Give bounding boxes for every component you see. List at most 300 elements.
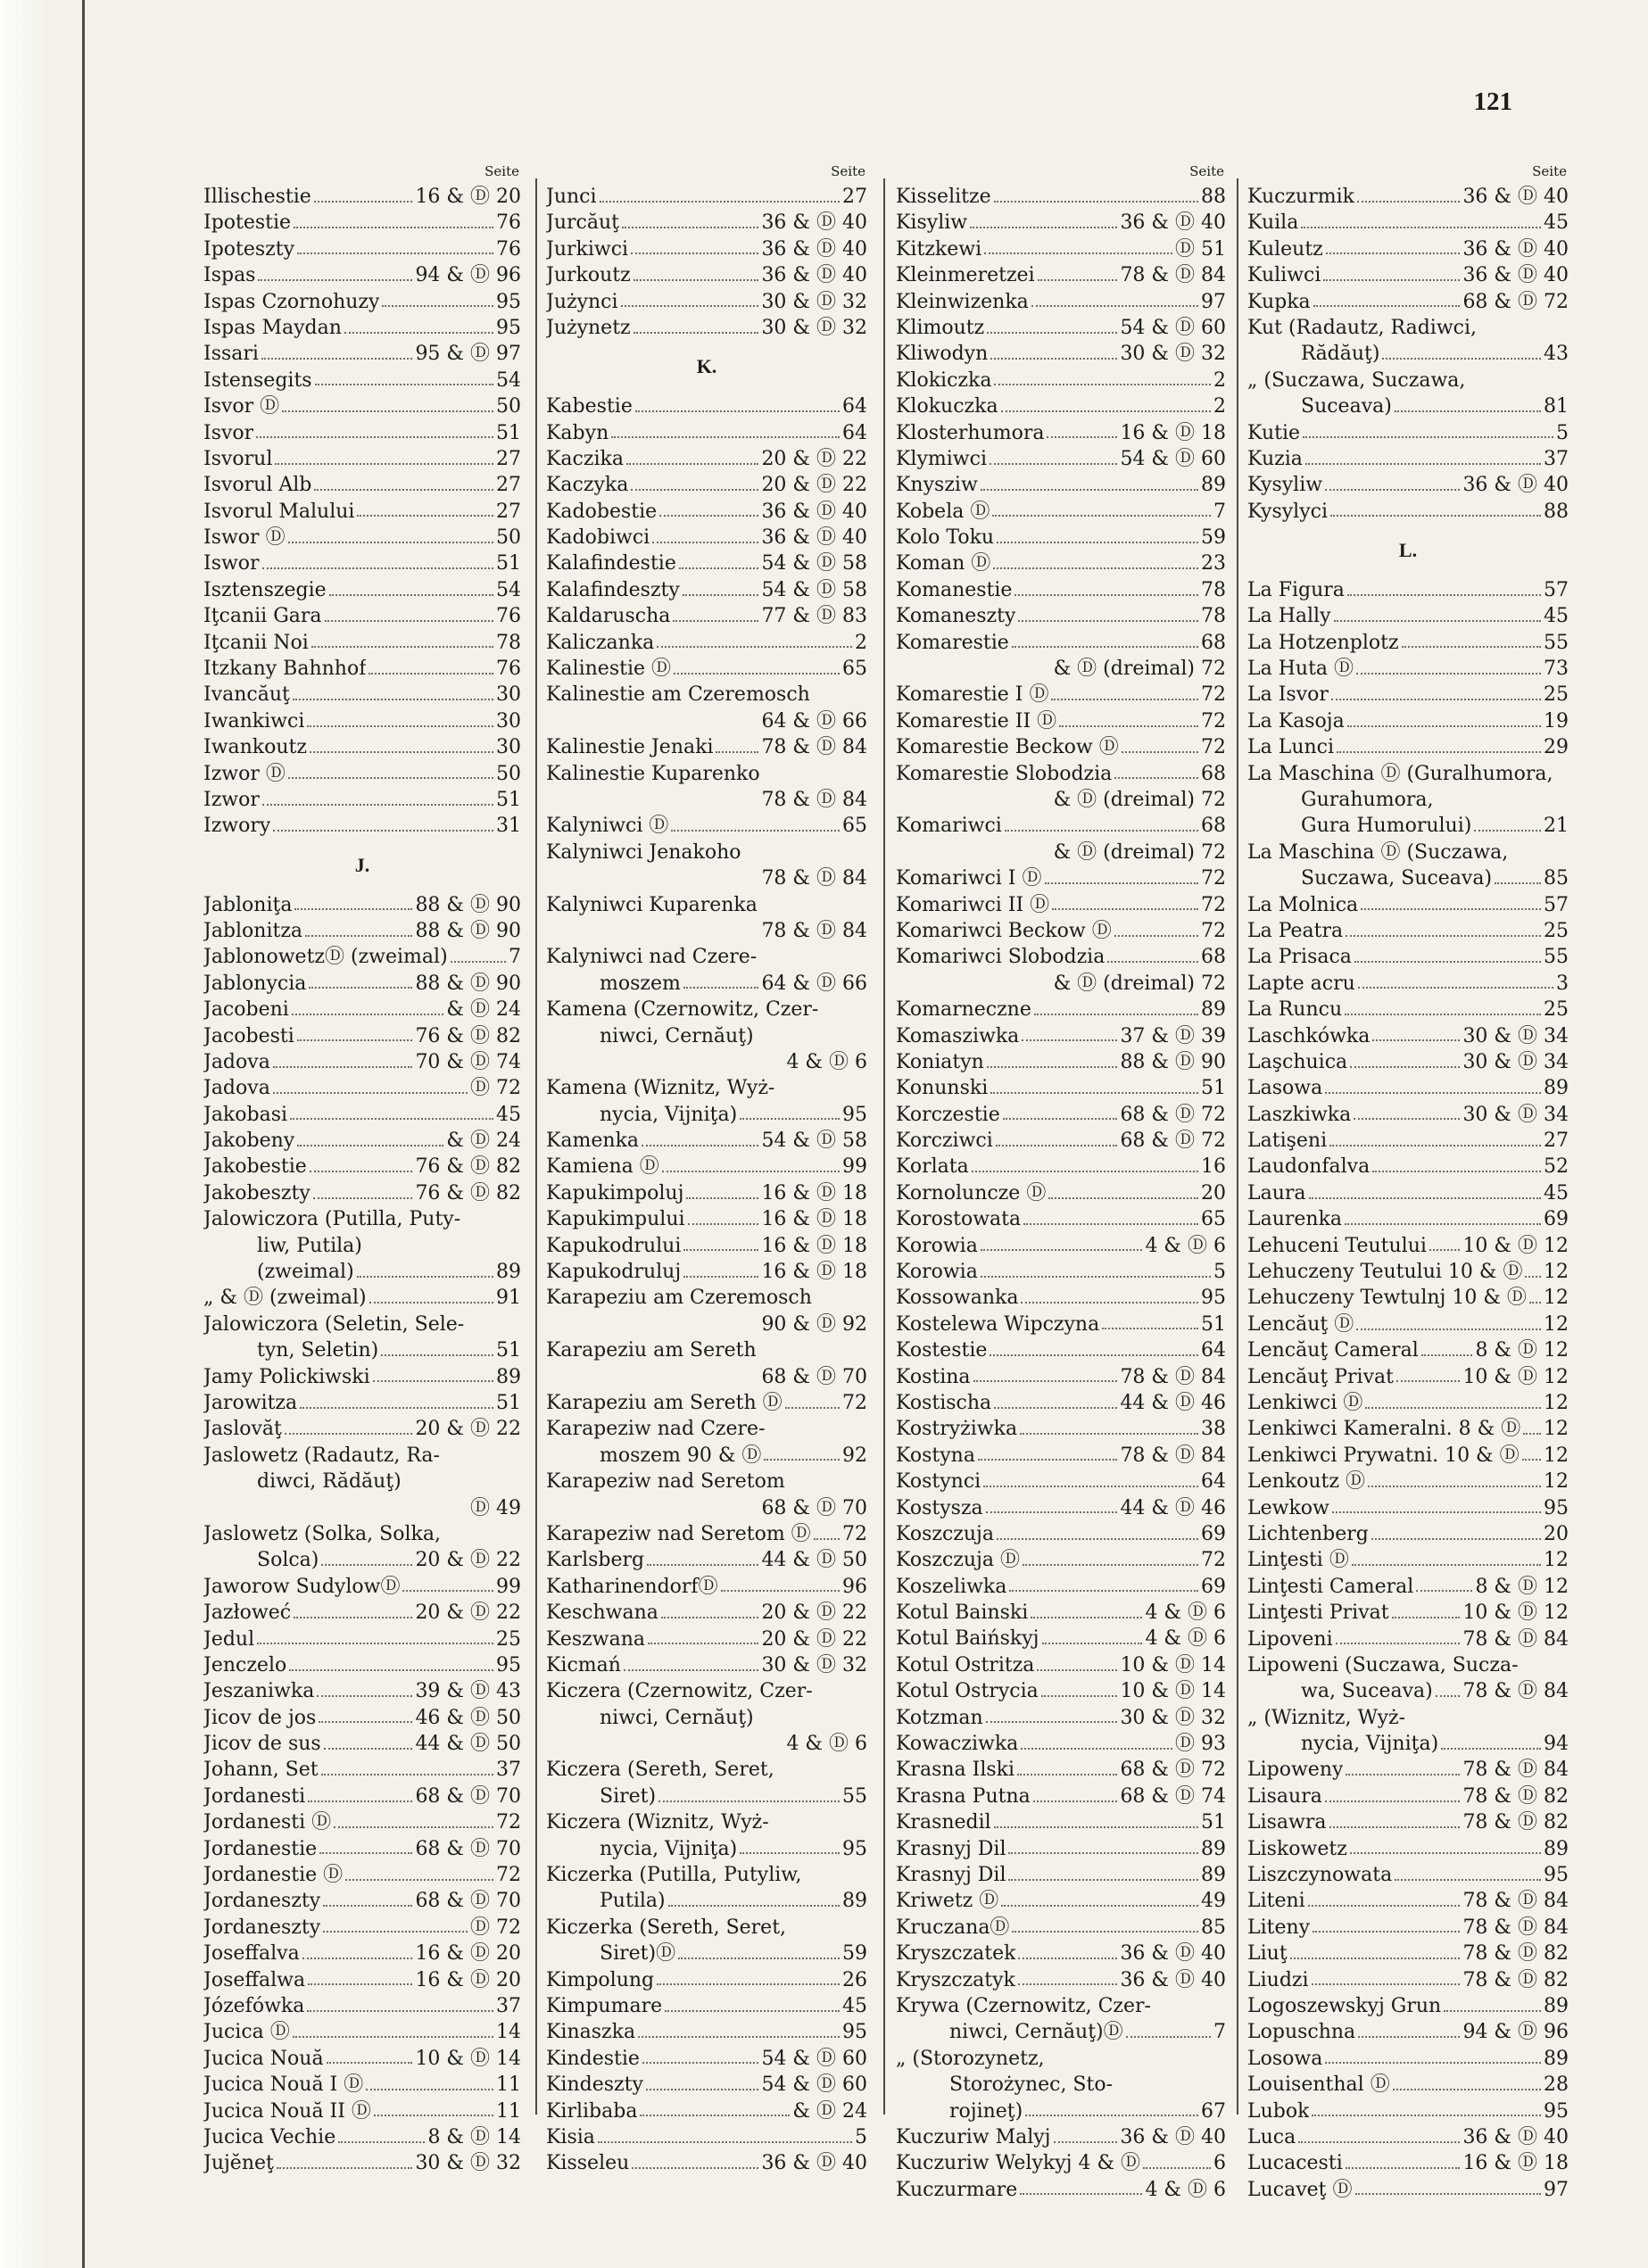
entry-name: Luca [1247,2125,1296,2148]
index-entry [1247,1574,1569,1600]
index-entry [203,1888,521,1914]
index-entry [896,393,1226,419]
index-entry [546,944,867,970]
entry-name: Krasnyj Dil [896,1837,1006,1860]
dot-leader [994,1407,1117,1409]
entry-name: Kimpumare [546,1994,663,2017]
entry-name: Liuţ [1247,1942,1288,1966]
entry-page-ref: 51 [496,788,521,811]
dot-leader [665,2010,840,2012]
entry-page-ref: 45 [1544,211,1569,235]
entry-name: Kabestie [546,395,633,418]
entry-page-ref: 96 [842,1575,867,1598]
entry-page-ref: 95 [1201,1287,1226,1310]
dot-leader [262,804,493,806]
dot-leader [624,1669,758,1671]
entry-name: Jurkiwci [546,237,629,261]
dot-leader [314,489,493,491]
index-entry [1247,1757,1569,1783]
entry-page-ref: 68 [1201,815,1226,838]
dot-leader [626,463,758,465]
dot-leader [994,1826,1198,1828]
index-entry [896,734,1226,760]
entry-page-ref: 89 [1544,1837,1569,1860]
entry-page-ref: 7 [1213,2021,1226,2044]
entry-page-ref: 68 & Ⓓ 72 [1462,290,1569,313]
entry-name: Korcziwci [896,1130,993,1153]
index-entry [1247,892,1569,918]
index-entry [896,865,1226,891]
entry-page-ref: 10 & Ⓓ 12 [1462,1234,1569,1257]
entry-page-ref: 91 [496,1287,521,1310]
index-entry [1247,1128,1569,1154]
entry-name: Liteni [1247,1890,1305,1913]
entry-page-ref: 12 [1544,1418,1569,1441]
entry-page-ref: 43 [1544,343,1569,366]
dot-leader [1126,2036,1211,2038]
index-entry [546,2046,867,2072]
entry-name: Kapukodruluj [546,1261,682,1284]
entry-page-ref: 59 [842,1942,867,1966]
index-entry [203,630,521,656]
dot-leader [683,1249,758,1251]
index-entry [896,682,1226,708]
entry-name: Jacobeni [203,998,289,1022]
entry-page-ref: & Ⓓ (dreimal) 72 [1053,658,1226,681]
entry-name: niwci, Cernăuţ) [600,1024,754,1047]
index-entry [896,1075,1226,1101]
entry-page-ref: 27 [1544,1130,1569,1153]
index-entry [1247,577,1569,603]
entry-page-ref: 16 & Ⓓ 18 [1462,2152,1569,2175]
entry-page-ref: 30 & Ⓓ 32 [1120,1706,1226,1729]
index-entry [1247,1154,1569,1180]
entry-page-ref: 50 [496,526,521,550]
index-entry [546,971,867,997]
index-entry [203,499,521,525]
index-entry [896,236,1226,262]
dot-leader [1331,699,1541,700]
entry-page-ref: 95 [496,290,521,313]
page-number: 121 [1473,87,1512,116]
dot-leader [1008,1852,1198,1854]
dot-leader [1325,2062,1541,2064]
index-entry [203,787,521,813]
index-entry [546,708,867,734]
entry-page-ref: 88 & Ⓓ 90 [415,972,521,995]
entry-page-ref: 69 [1201,1575,1226,1598]
index-entry [546,2098,867,2124]
dot-leader [297,1145,443,1146]
entry-name: Krywa (Czernowitz, Czer- [896,1994,1151,2017]
entry-page-ref: 25 [1544,919,1569,942]
dot-leader [1042,1643,1143,1644]
entry-page-ref: 50 [496,395,521,418]
entry-name: Jalowiczora (Seletin, Sele- [203,1312,465,1336]
entry-name: Komarestie Beckow Ⓓ [896,736,1119,759]
entry-page-ref: 16 [1201,1155,1226,1179]
dot-leader [307,725,493,727]
entry-name: La Hotzenplotz [1247,631,1399,654]
entry-name: Putila) [600,1890,666,1913]
dot-leader [1325,1800,1461,1802]
index-entry [896,1521,1226,1547]
index-entry [203,1180,521,1206]
dot-leader [308,1983,412,1985]
dot-leader [1345,1223,1541,1225]
dot-leader [1326,252,1461,254]
index-entry [896,368,1226,393]
index-entry [203,2019,521,2045]
entry-name: Jenczelo [203,1653,287,1676]
entry-page-ref: 51 [496,421,521,444]
dot-leader [294,227,493,228]
index-entry [546,184,867,210]
index-entry [546,1312,867,1337]
entry-name: rojineţ) [949,2099,1023,2123]
index-entry [546,997,867,1022]
index-column-4 [1247,159,1569,2203]
index-entry [1247,1180,1569,1206]
dot-leader [1298,2141,1460,2143]
index-entry [546,1337,867,1363]
index-entry [896,1600,1226,1626]
index-entry [896,1784,1226,1809]
entry-page-ref: 51 [496,552,521,575]
dot-leader [972,1171,1198,1172]
dot-leader [451,961,506,963]
entry-name: Koniatyn [896,1050,984,1073]
index-entry [1247,446,1569,472]
entry-name: Jużynetz [546,316,631,339]
column-divider [883,178,885,2115]
index-column-1 [203,159,521,2177]
dot-leader [273,1066,413,1068]
entry-name: nycia, Vijniţa) [600,1103,738,1126]
entry-name: Kadobiwci [546,526,650,550]
index-entry [546,1180,867,1206]
entry-name: nycia, Vijniţa) [1301,1733,1439,1756]
dot-leader [1290,1958,1461,1959]
entry-name: Kliwodyn [896,343,989,366]
entry-page-ref: 68 [1201,946,1226,969]
dot-leader [1354,961,1541,963]
dot-leader [1354,1118,1460,1120]
entry-name: Kaczika [546,447,624,470]
dot-leader [1337,751,1541,753]
index-entry [203,1337,521,1363]
dot-leader [997,1538,1198,1540]
index-entry [203,262,521,288]
index-entry [546,1915,867,1941]
index-entry [203,1049,521,1075]
entry-page-ref: 72 [1201,736,1226,759]
entry-page-ref: 36 & Ⓓ 40 [1462,264,1569,287]
entry-name: Kiczera (Wiznitz, Wyż- [546,1811,769,1834]
entry-name: Komariwci Beckow Ⓓ [896,919,1112,942]
entry-name: Kuila [1247,211,1299,235]
dot-leader [373,1380,493,1382]
entry-name: Kamena (Czernowitz, Czer- [546,998,819,1022]
entry-page-ref: 76 & Ⓓ 82 [415,1024,521,1047]
entry-page-ref: 78 & Ⓓ 84 [1120,1444,1226,1467]
index-entry [1247,236,1569,262]
entry-name: Isvorul Alb [203,474,312,497]
entry-name: Lopuschna [1247,2021,1356,2044]
entry-name: Liteny [1247,1916,1311,1939]
index-entry [203,1784,521,1809]
index-entry [546,1233,867,1259]
entry-name: Lisawra [1247,1811,1327,1834]
index-entry [896,2046,1226,2072]
entry-page-ref: 14 [496,2021,521,2044]
dot-leader [402,1590,493,1592]
dot-leader [1444,2010,1541,2012]
entry-name: Jamy Polickiwski [203,1365,370,1388]
entry-name: Komarestie [896,631,1009,654]
index-entry [203,1443,521,1469]
dot-leader [1436,1695,1461,1697]
entry-page-ref: 51 [1201,1811,1226,1834]
entry-page-ref: 36 & Ⓓ 40 [761,264,867,287]
entry-page-ref: 54 & Ⓓ 58 [761,552,867,575]
entry-page-ref: 95 [1544,1496,1569,1519]
dot-leader [668,1905,840,1907]
index-entry [203,2072,521,2098]
entry-name: Iţcanii Gara [203,605,322,628]
index-entry [1247,393,1569,419]
index-entry [1247,997,1569,1022]
index-entry [203,184,521,210]
index-entry [1247,1521,1569,1547]
entry-name: Krasnedil [896,1811,991,1834]
index-entry [203,2124,521,2150]
index-entry [1247,315,1569,341]
dot-leader [994,201,1198,203]
section-letter: J. [354,853,370,876]
index-entry [546,1627,867,1652]
index-entry [546,1600,867,1626]
entry-name: Lencăuţ Privat [1247,1365,1394,1388]
index-entry [1247,1941,1569,1966]
entry-name: Klokiczka [896,368,992,392]
dot-leader [678,1958,840,1959]
entry-page-ref: 4 & Ⓓ 6 [1145,1627,1226,1651]
dot-leader [369,1302,493,1304]
entry-name: Jucica Ⓓ [203,2021,290,2044]
entry-page-ref: 78 & Ⓓ 84 [1120,264,1226,287]
dot-leader [1347,725,1541,727]
index-entry [896,787,1226,813]
index-entry [203,997,521,1022]
entry-name: Kuczurmare [896,2178,1018,2201]
entry-name: Ispas [203,264,256,287]
index-entry [1247,2072,1569,2098]
dot-leader [1037,1669,1117,1671]
index-entry [896,1312,1226,1337]
dot-leader [1345,1014,1541,1015]
dot-leader [631,252,758,254]
dot-leader [1347,594,1541,596]
index-entry [896,2177,1226,2203]
index-entry [203,761,521,787]
dot-leader [992,515,1211,517]
entry-page-ref: 20 & Ⓓ 22 [761,1627,867,1651]
dot-leader [1312,2115,1541,2116]
entry-name: Kapukodrului [546,1234,682,1257]
entry-page-ref: 51 [1201,1312,1226,1336]
entry-page-ref: 76 & Ⓓ 82 [415,1155,521,1179]
index-entry [203,1312,521,1337]
index-entry [203,1993,521,2019]
index-entry [896,1993,1226,2019]
index-entry [1247,1469,1569,1494]
index-entry [1247,472,1569,498]
entry-page-ref: 37 & Ⓓ 39 [1120,1024,1226,1047]
index-entry [1247,761,1569,787]
dot-leader [661,1617,759,1618]
dot-leader [293,2036,493,2038]
entry-name: Kinaszka [546,2021,636,2044]
index-entry [203,1547,521,1573]
entry-page-ref: 36 & Ⓓ 40 [1120,211,1226,235]
dot-leader [647,1564,758,1566]
index-entry [896,944,1226,970]
entry-page-ref: 51 [1201,1077,1226,1100]
index-entry [1247,2177,1569,2203]
entry-name: Kindestie [546,2047,640,2070]
entry-name: Kisseleu [546,2152,630,2175]
entry-name: Linţesti Cameral [1247,1575,1414,1598]
entry-page-ref: 55 [842,1784,867,1808]
index-entry [546,1128,867,1154]
index-entry [203,918,521,944]
dot-leader [321,1774,493,1775]
entry-page-ref: 20 [1201,1181,1226,1204]
dot-leader [275,463,493,465]
entry-name: Kostischa [896,1391,992,1414]
entry-page-ref: 30 & Ⓓ 34 [1462,1024,1569,1047]
entry-name: Jacobesti [203,1024,294,1047]
index-entry [896,1731,1226,1757]
entry-page-ref: 36 & Ⓓ 40 [1462,2125,1569,2148]
entry-page-ref: 64 [1201,1470,1226,1494]
dot-leader [273,830,493,832]
entry-page-ref: 44 & Ⓓ 50 [415,1733,521,1756]
entry-page-ref: 65 [842,815,867,838]
index-entry [1247,2019,1569,2045]
entry-name: Lapte acru [1247,972,1355,995]
dot-leader [621,305,759,307]
entry-page-ref: 37 [496,1994,521,2017]
dot-leader [1008,1879,1198,1881]
entry-page-ref: 30 & Ⓓ 34 [1462,1103,1569,1126]
index-entry [203,1678,521,1704]
dot-leader [1020,1433,1198,1435]
entry-page-ref: 19 [1544,709,1569,733]
entry-name: Solca) [257,1549,319,1572]
entry-name: Kisia [546,2125,595,2148]
entry-name: Jarowitza [203,1391,298,1414]
entry-name: Kamiena Ⓓ [546,1155,659,1179]
dot-leader [1495,882,1541,884]
entry-name: Kitzkewi [896,237,982,261]
index-entry [896,603,1226,629]
entry-page-ref: 77 & Ⓓ 83 [761,605,867,628]
entry-page-ref: 99 [496,1575,521,1598]
entry-page-ref: 36 & Ⓓ 40 [761,211,867,235]
index-entry [1247,420,1569,446]
entry-name: Komarestie I Ⓓ [896,683,1049,707]
entry-page-ref: 57 [1544,578,1569,601]
dot-leader [277,2167,413,2169]
dot-leader [1313,1931,1460,1933]
dot-leader [671,830,840,832]
index-entry [546,210,867,236]
index-entry [546,813,867,839]
entry-page-ref: 76 [496,605,521,628]
entry-name: Jaslowetz (Solka, Solka, [203,1522,441,1545]
index-entry [896,550,1226,576]
entry-page-ref: 37 [496,1759,521,1782]
entry-page-ref: 16 & Ⓓ 18 [761,1208,867,1231]
dot-leader [1143,2167,1211,2169]
dot-leader [288,777,493,779]
index-entry [1247,1075,1569,1101]
index-entry [546,1285,867,1311]
entry-page-ref: 29 [1544,736,1569,759]
entry-name: Ivancăuţ [203,683,290,707]
dot-leader [324,1748,413,1750]
entry-name: Jedul [203,1627,255,1651]
entry-page-ref: 36 & Ⓓ 40 [1462,237,1569,261]
entry-page-ref: 78 & Ⓓ 82 [1462,1784,1569,1808]
index-entry [546,1731,867,1757]
dot-leader [688,1223,759,1225]
index-entry [896,289,1226,315]
entry-page-ref: 78 & Ⓓ 84 [1462,1759,1569,1782]
index-entry [896,1626,1226,1651]
index-entry [896,1180,1226,1206]
dot-leader [289,1669,493,1671]
entry-page-ref: 89 [1544,2047,1569,2070]
entry-name: Isvor Ⓓ [203,395,280,418]
entry-name: Izwory [203,815,271,838]
entry-page-ref: 20 & Ⓓ 22 [761,447,867,470]
index-entry [1247,1993,1569,2019]
entry-name: Jakobeszty [203,1181,311,1204]
dot-leader [634,279,759,281]
entry-name: Lenkiwci Ⓓ [1247,1391,1363,1414]
dot-leader [1018,1958,1117,1959]
dot-leader [659,515,758,517]
dot-leader [1313,305,1461,307]
entry-page-ref: 10 & Ⓓ 14 [415,2047,521,2070]
index-entry [896,1102,1226,1128]
entry-page-ref: 45 [496,1103,521,1126]
entry-name: La Lunci [1247,736,1335,759]
index-entry [896,446,1226,472]
entry-page-ref: 54 [496,578,521,601]
entry-page-ref: 72 [842,1391,867,1414]
dot-leader [1525,1276,1541,1278]
index-entry [896,1967,1226,1993]
entry-page-ref: 89 [496,1261,521,1284]
dot-leader [657,646,852,648]
entry-page-ref: 12 [1544,1287,1569,1310]
entry-name: Koszczuja [896,1522,994,1545]
index-entry [203,1809,521,1835]
